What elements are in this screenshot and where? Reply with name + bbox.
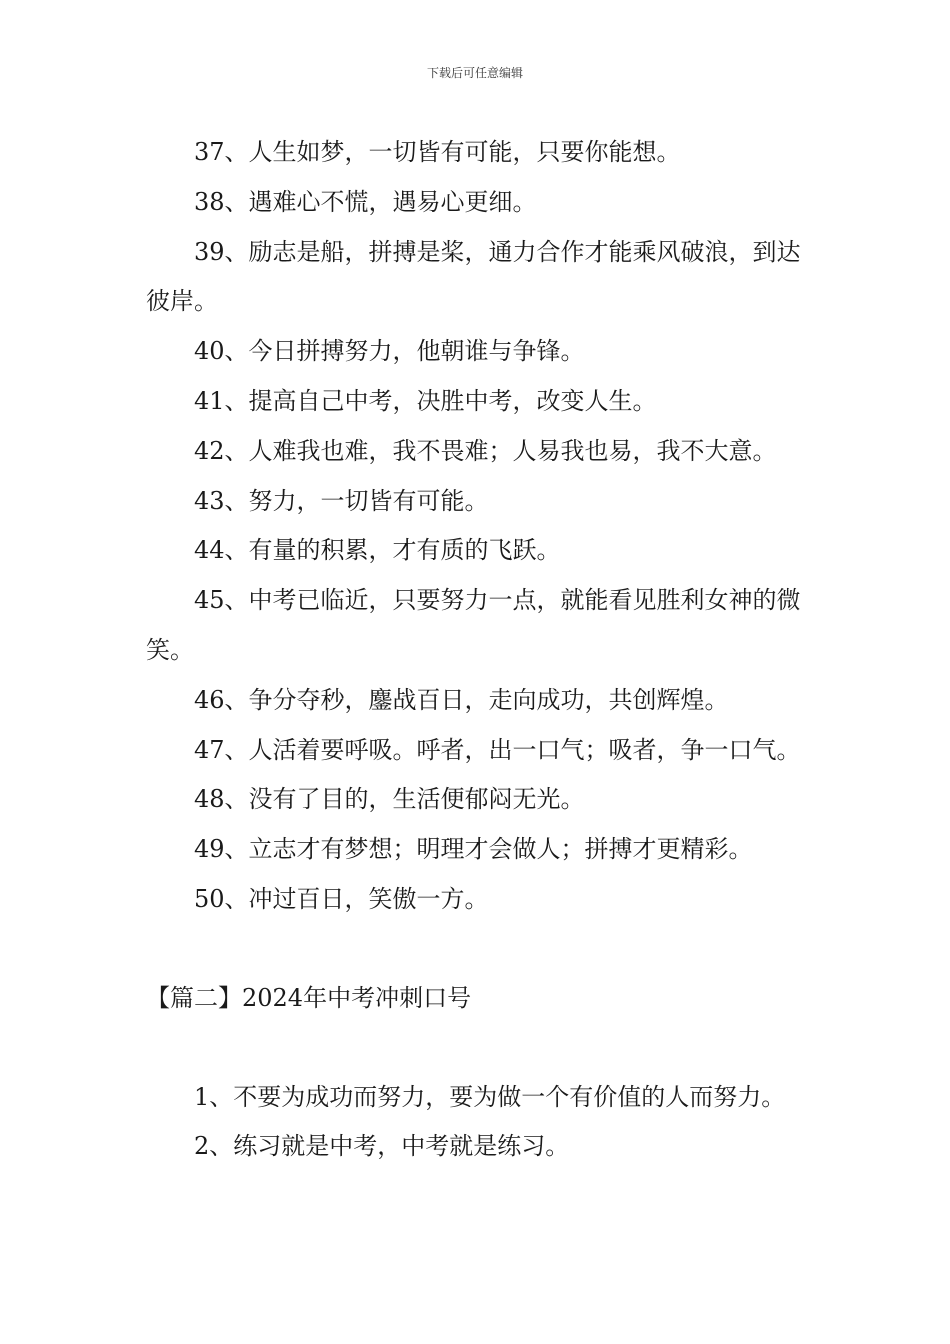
paragraph-2-2: 2、练习就是中考，中考就是练习。: [194, 1132, 570, 1161]
paragraph-45: 45、中考已临近，只要努力一点，就能看见胜利女神的微笑。: [146, 586, 801, 664]
section-title: 【篇二】2024年中考冲刺口号: [146, 983, 472, 1012]
paragraph-2-1: 1、不要为成功而努力，要为做一个有价值的人而努力。: [194, 1082, 786, 1111]
paragraph-38: 38、遇难心不慌，遇易心更细。: [194, 187, 537, 216]
paragraph-47: 47、人活着要呼吸。呼者，出一口气；吸者，争一口气。: [194, 735, 801, 764]
paragraph-46: 46、争分夺秒，鏖战百日，走向成功，共创辉煌。: [194, 685, 729, 714]
page-header: 下载后可任意编辑: [426, 66, 523, 80]
paragraph-40: 40、今日拼搏努力，他朝谁与争锋。: [194, 337, 585, 366]
paragraph-43: 43、努力，一切皆有可能。: [194, 486, 489, 515]
paragraph-41: 41、提高自己中考，决胜中考，改变人生。: [194, 386, 657, 415]
paragraph-48: 48、没有了目的，生活便郁闷无光。: [194, 785, 585, 814]
paragraph-50: 50、冲过百日，笑傲一方。: [194, 884, 489, 913]
paragraph-49: 49、立志才有梦想；明理才会做人；拼搏才更精彩。: [194, 835, 753, 864]
paragraph-39: 39、励志是船，拼搏是桨，通力合作才能乘风破浪，到达彼岸。: [146, 237, 801, 316]
paragraph-44: 44、有量的积累，才有质的飞跃。: [194, 536, 561, 565]
document-body: [146, 128, 816, 1172]
paragraph-37: 37、人生如梦，一切皆有可能，只要你能想。: [194, 138, 681, 166]
paragraph-42: 42、人难我也难，我不畏难；人易我也易，我不大意。: [194, 436, 777, 465]
